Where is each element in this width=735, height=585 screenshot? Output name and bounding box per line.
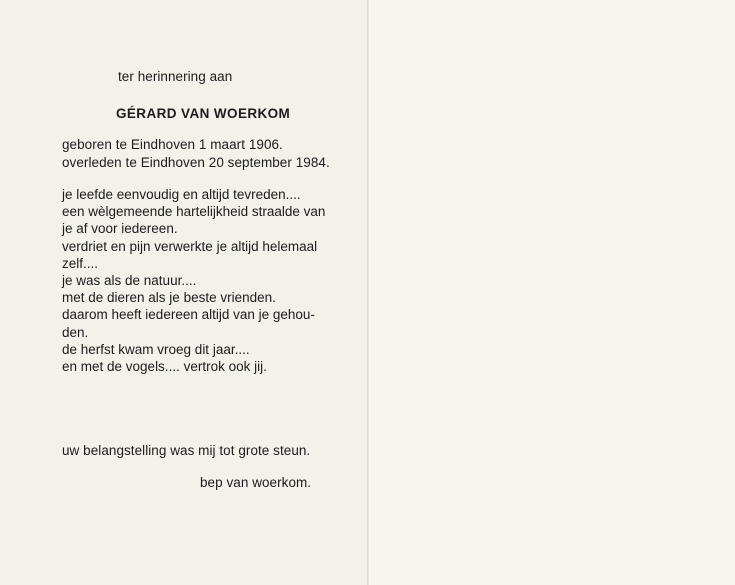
- poem-line: een wèlgemeende hartelijkheid straalde van: [62, 204, 326, 220]
- death-line: overleden te Eindhoven 20 september 1984.: [62, 155, 330, 170]
- intro-text: ter herinnering aan: [118, 69, 233, 84]
- blank-panel: [369, 0, 735, 585]
- card-text-panel: [0, 0, 367, 585]
- poem-line: je was als de natuur....: [62, 272, 197, 288]
- thanks-text: uw belangstelling was mij tot grote steun.: [62, 443, 311, 458]
- poem-line: de herfst kwam vroeg dit jaar....: [62, 341, 250, 357]
- poem-line: daarom heeft iedereen altijd van je gehou-: [62, 307, 315, 323]
- poem-line: en met de vogels.... vertrok ook jij.: [62, 358, 267, 374]
- poem-line: zelf....: [62, 255, 99, 271]
- poem-line: den.: [62, 324, 89, 340]
- poem-line: verdriet en pijn verwerkte je altijd helemaal: [62, 238, 318, 254]
- signature-text: bep van woerkom.: [200, 475, 312, 490]
- poem-line: je af voor iedereen.: [62, 221, 178, 237]
- poem-line: je leefde eenvoudig en altijd tevreden....: [62, 187, 301, 202]
- birth-line: geboren te Eindhoven 1 maart 1906.: [62, 137, 283, 152]
- deceased-name: GÉRARD VAN WOERKOM: [116, 106, 291, 121]
- poem: [62, 186, 325, 375]
- poem-line: met de dieren als je beste vrienden.: [62, 290, 276, 306]
